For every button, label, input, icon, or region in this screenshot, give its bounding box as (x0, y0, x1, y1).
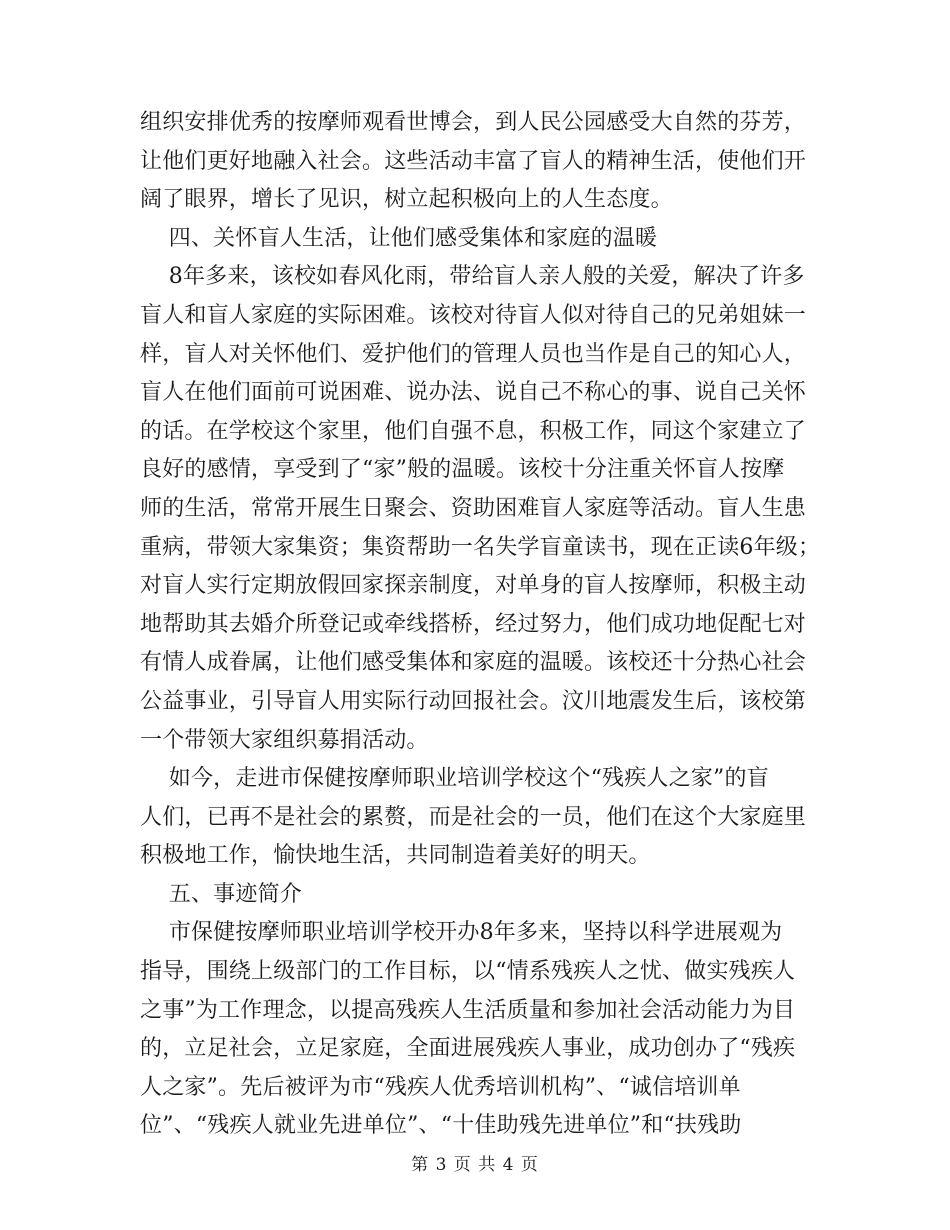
text-line: 的话。在学校这个家里，他们自强不息，积极工作，同这个家建立了 (140, 418, 807, 444)
text-line: 五、事迹简介 (140, 881, 302, 907)
text-line: 地帮助其去婚介所登记或牵线搭桥，经过努力，他们成功地促配七对 (140, 611, 807, 637)
text-line: 一个带领大家组织募捐活动。 (140, 727, 429, 753)
document-body (140, 104, 820, 1146)
text-line: 四、关怀盲人生活，让他们感受集体和家庭的温暖 (140, 225, 658, 251)
text-line: 重病，带领大家集资；集资帮助一名失学盲童读书，现在正读6年级； (140, 534, 821, 560)
text-line: 公益事业，引导盲人用实际行动回报社会。汶川地震发生后，该校第 (140, 688, 807, 714)
text-line: 良好的感情，享受到了“家”般的温暖。该校十分注重关怀盲人按摩 (140, 457, 785, 483)
text-line: 如今，走进市保健按摩师职业培训学校这个“残疾人之家”的盲 (140, 766, 769, 792)
text-line: 人们，已再不是社会的累赘，而是社会的一员，他们在这个大家庭里 (140, 804, 807, 830)
text-line: 对盲人实行定期放假回家探亲制度，对单身的盲人按摩师，积极主动 (140, 573, 807, 599)
text-line: 的，立足社会，立足家庭，全面进展残疾人事业，成功创办了“残疾 (140, 1036, 796, 1062)
text-line: 样，盲人对关怀他们、爱护他们的管理人员也当作是自己的知心人， (140, 341, 807, 367)
text-line: 人之家”。先后被评为市“残疾人优秀培训机构”、“诚信培训单 (140, 1074, 741, 1100)
text-line: 指导，围绕上级部门的工作目标，以“情系残疾人之忧、做实残疾人 (140, 959, 796, 985)
page-footer: 第 3 页 共 4 页 (411, 1155, 539, 1175)
text-line: 阔了眼界，增长了见识，树立起积极向上的人生态度。 (140, 187, 673, 213)
text-line: 组织安排优秀的按摩师观看世博会，到人民公园感受大自然的芬芳， (140, 110, 807, 135)
text-line: 有情人成眷属，让他们感受集体和家庭的温暖。该校还十分热心社会 (140, 650, 807, 676)
text-line: 师的生活，常常开展生日聚会、资助困难盲人家庭等活动。盲人生患 (140, 495, 807, 521)
text-line: 盲人和盲人家庭的实际困难。该校对待盲人似对待自己的兄弟姐妹一 (140, 302, 807, 328)
text-line: 位”、“残疾人就业先进单位”、“十佳助残先进单位”和“扶残助 (140, 1113, 742, 1139)
text-line: 盲人在他们面前可说困难、说办法、说自己不称心的事、说自己关怀 (140, 380, 807, 406)
text-line: 让他们更好地融入社会。这些活动丰富了盲人的精神生活，使他们开 (140, 148, 807, 174)
text-line: 8年多来，该校如春风化雨，带给盲人亲人般的关爱，解决了许多 (140, 264, 805, 290)
text-line: 市保健按摩师职业培训学校开办8年多来，坚持以科学进展观为 (140, 920, 783, 946)
text-line: 之事”为工作理念，以提高残疾人生活质量和参加社会活动能力为目 (140, 997, 796, 1023)
text-line: 积极地工作，愉快地生活，共同制造着美好的明天。 (140, 843, 651, 869)
